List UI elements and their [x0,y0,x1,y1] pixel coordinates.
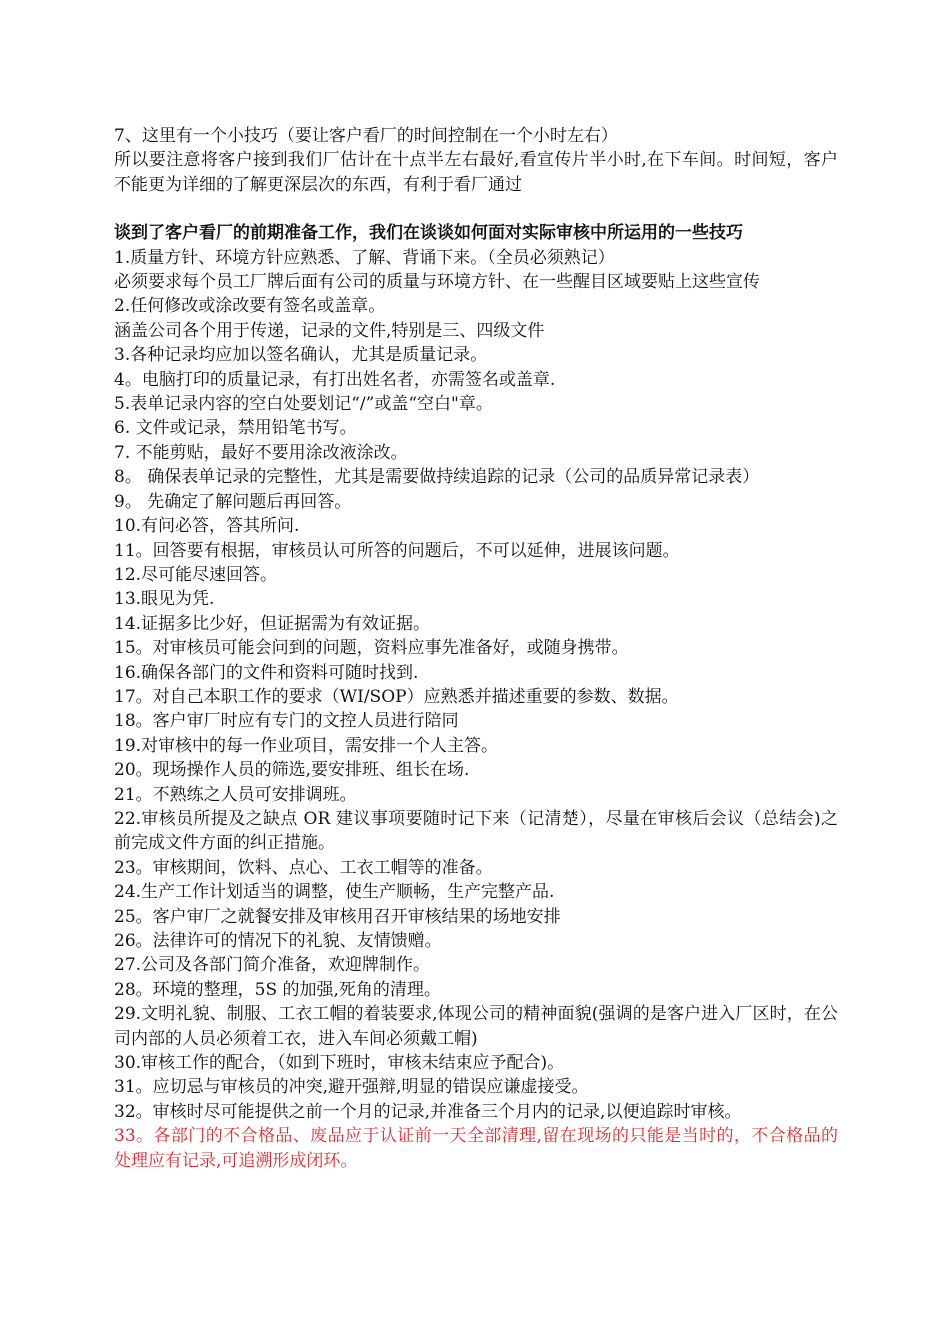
list-item: 22.审核员所提及之缺点 OR 建议事项要随时记下来（记清楚），尽量在审核后会议（总结会)之前完成文件方面的纠正措施。 [114,808,838,854]
list-item: 17。对自己本职工作的要求（WI/SOP）应熟悉并描述重要的参数、数据。 [114,686,679,707]
list-item: 20。现场操作人员的筛选,要安排班、组长在场. [114,760,470,781]
list-item: 19.对审核中的每一作业项目，需安排一个人主答。 [114,735,499,756]
list-item: 25。客户审厂之就餐安排及审核用召开审核结果的场地安排 [114,906,561,927]
list-item: 7. 不能剪贴，最好不要用涂改液涂改。 [114,442,408,463]
list-item: 30.审核工作的配合，（如到下班时，审核未结束应予配合)。 [114,1053,565,1074]
list-item: 24.生产工作计划适当的调整，使生产顺畅，生产完整产品. [114,882,555,903]
list-item: 10.有问必答，答其所问. [114,516,300,537]
list-item: 29.文明礼貌、制服、工衣工帽的着装要求,体现公司的精神面貌(强调的是客户进入厂区时，在公司内部的人员必须着工衣，进入车间必须戴工帽) [114,1004,838,1049]
list-item: 11。回答要有根据，审核员认可所答的问题后，不可以延伸，进展该问题。 [114,540,680,561]
list-item: 12.尽可能尽速回答。 [114,564,278,585]
list-item: 8。 确保表单记录的完整性，尤其是需要做持续追踪的记录（公司的品质异常记录表） [114,467,760,488]
list-item: 28。环境的整理，5S 的加强,死角的清理。 [114,979,441,1000]
list-item: 31。应切忌与审核员的冲突,避开强辩,明显的错误应谦虚接受。 [114,1077,589,1098]
list-item: 32。审核时尽可能提供之前一个月的记录,并准备三个月内的记录,以便追踪时审核。 [114,1101,742,1122]
list-item: 1.质量方针、环境方针应熟悉、了解、背诵下来。（全员必须熟记） [114,247,615,268]
list-item: 涵盖公司各个用于传递，记录的文件,特别是三、四级文件 [114,320,545,341]
list-item: 4。电脑打印的质量记录，有打出姓名者，亦需签名或盖章. [114,369,556,390]
list-item: 必须要求每个员工厂牌后面有公司的质量与环境方针、在一些醒目区域要贴上这些宣传 [114,272,760,293]
list-item: 21。不熟练之人员可安排调班。 [114,784,357,805]
list-item: 2.任何修改或涂改要有签名或盖章。 [114,296,386,317]
tip-heading: 7、这里有一个小技巧（要让客户看厂的时间控制在一个小时左右） [114,126,618,146]
spacer [114,197,838,221]
highlighted-list-item: 33。各部门的不合格品、废品应于认证前一天全部清理,留在现场的只能是当时的，不合格品的处理应有记录,可追溯形成闭环。 [114,1126,838,1171]
list-item: 5.表单记录内容的空白处要划记“/”或盖“空白"章。 [114,394,493,415]
list-item: 14.证据多比少好，但证据需为有效证据。 [114,613,431,634]
list-item: 3.各种记录均应加以签名确认，尤其是质量记录。 [114,345,488,366]
list-item: 18。客户审厂时应有专门的文控人员进行陪同 [114,711,459,732]
section-heading: 谈到了客户看厂的前期准备工作，我们在谈谈如何面对实际审核中所运用的一些技巧 [114,223,743,244]
tip-paragraph: 所以要注意将客户接到我们厂估计在十点半左右最好,看宣传片半小时,在下车间。时间短，客户不能更为详细的了解更深层次的东西，有利于看厂通过 [114,150,838,195]
list-item: 16.确保各部门的文件和资料可随时找到. [114,662,419,683]
list-item: 26。法律许可的情况下的礼貌、友情馈赠。 [114,931,442,951]
list-item: 6. 文件或记录，禁用铅笔书写。 [114,418,357,439]
list-item: 9。 先确定了解问题后再回答。 [114,491,352,512]
list-item: 27.公司及各部门简介准备，欢迎牌制作。 [114,955,431,976]
list-item: 13.眼见为凭. [114,589,215,610]
list-item: 15。对审核员可能会问到的问题，资料应事先准备好，或随身携带。 [114,638,629,659]
document-page [114,124,838,1173]
list-item: 23。审核期间，饮料、点心、工衣工帽等的准备。 [114,857,493,878]
